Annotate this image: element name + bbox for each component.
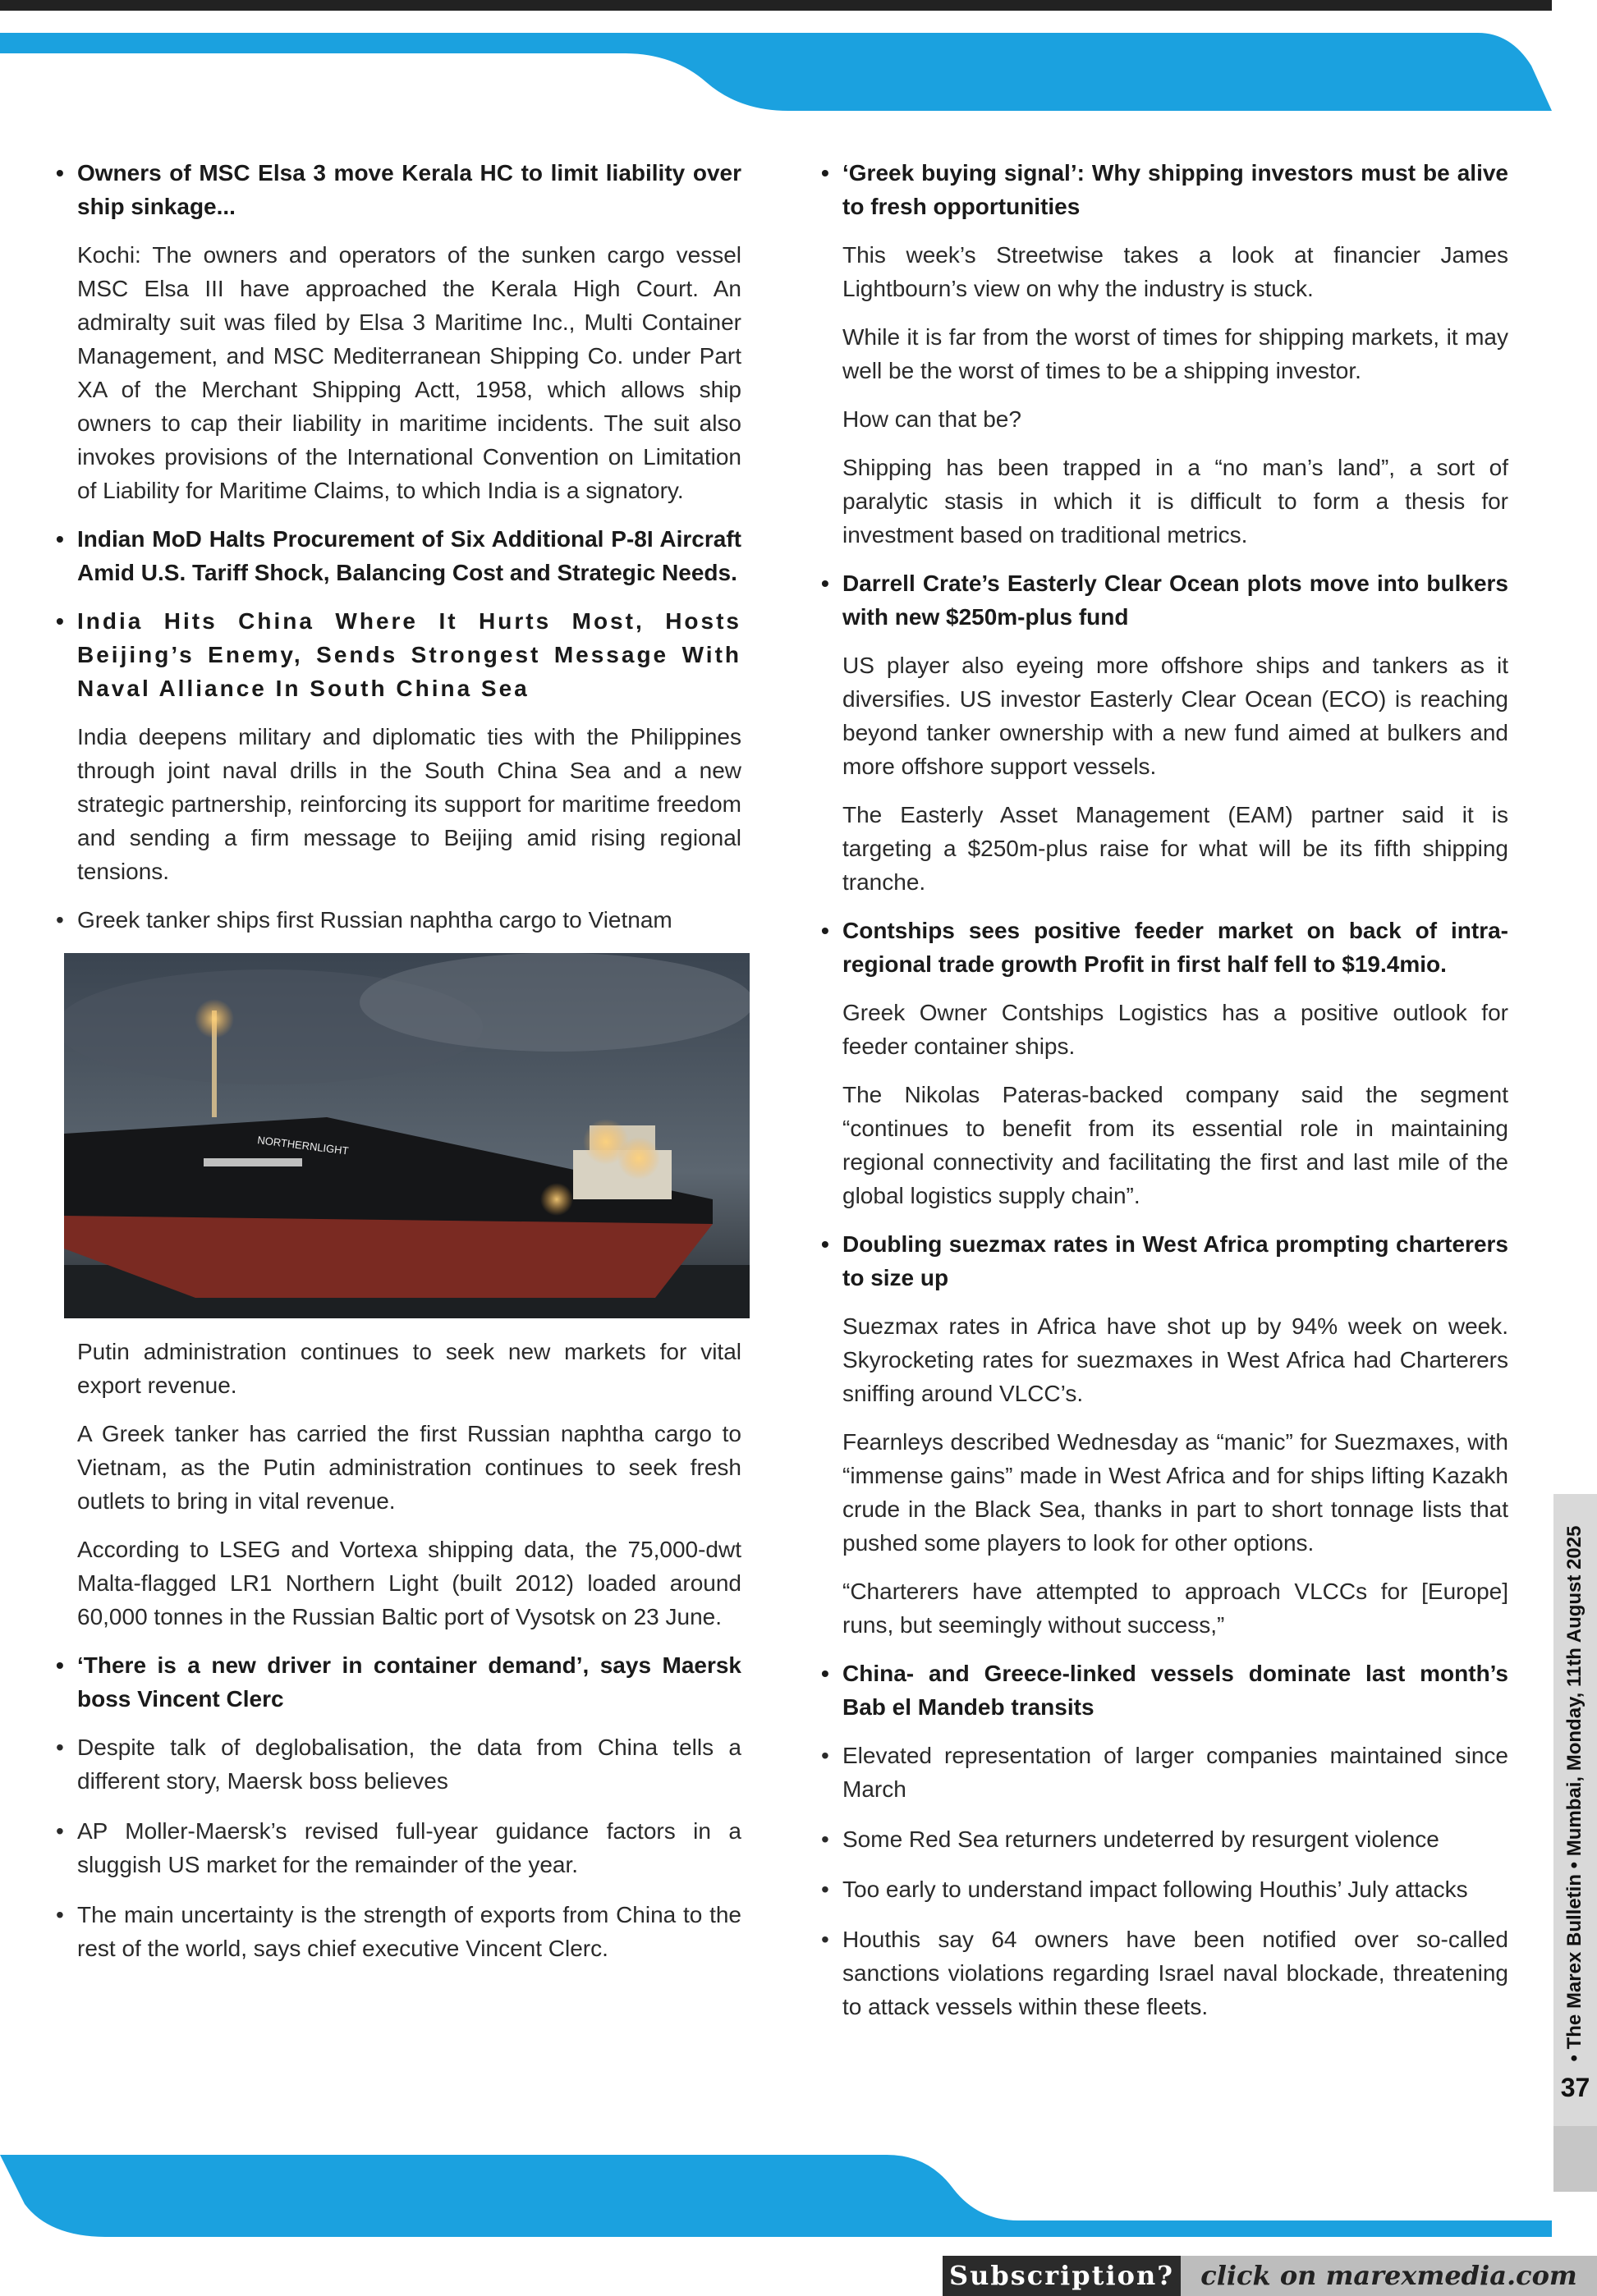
story-contships <box>821 914 1508 1212</box>
headline[interactable]: • India Hits China Where It Hurts Most, Hosts Beijing’s Enemy, Sends Strongest Message With Naval Alliance In South China Sea <box>56 608 741 701</box>
headline[interactable]: • Indian MoD Halts Procurement of Six Additional P-8I Aircraft Amid U.S. Tariff Shock, Balancing Cost and Strategic Needs. <box>56 526 741 585</box>
subscription-link[interactable]: click on marexmedia.com <box>1181 2256 1597 2296</box>
story-body: How can that be? <box>842 406 1021 432</box>
story-body: This week’s Streetwise takes a look at financier James Lightbourn’s view on why the industry is stuck. <box>842 242 1508 301</box>
ship-name-label: NORTHERNLIGHT <box>256 1134 350 1157</box>
story-body: Putin administration continues to seek new markets for vital export revenue. <box>77 1339 741 1398</box>
story-body: Suezmax rates in Africa have shot up by 94% week on week. Skyrocketing rates for suezmaxes in West Africa had Charterers sniffing around VLCC’s. <box>842 1313 1508 1406</box>
story-body: India deepens military and diplomatic ties with the Philippines through joint naval drills in the South China Sea and a new strategic partnership, reinforcing its support for maritime freedom and sending a firm message to Beijing amid rising regional tensions. <box>77 724 741 884</box>
bullet-item: • AP Moller-Maersk’s revised full-year guidance factors in a sluggish US market for the remainder of the year. <box>56 1818 741 1877</box>
bullet-item: • Houthis say 64 owners have been notified over so-called sanctions violations regarding Israel naval blockade, threatening to attack vessels within these fleets. <box>821 1927 1508 2019</box>
story-suezmax <box>821 1227 1508 1642</box>
headline[interactable]: • ‘There is a new driver in container demand’, says Maersk boss Vincent Clerc <box>56 1652 741 1712</box>
subscription-label[interactable]: Subscription? <box>943 2256 1181 2296</box>
story-body: Shipping has been trapped in a “no man’s land”, a sort of paralytic stasis in which it is difficult to form a thesis for investment based on traditional metrics. <box>842 455 1508 548</box>
bullet-item: • Elevated representation of larger companies maintained since March <box>821 1743 1508 1802</box>
headline[interactable]: • Greek tanker ships first Russian naphtha cargo to Vietnam <box>56 907 672 933</box>
story-msc-elsa <box>56 156 741 507</box>
story-body: Greek Owner Contships Logistics has a positive outlook for feeder container ships. <box>842 1000 1508 1059</box>
page-number-box <box>1553 2126 1597 2192</box>
headline[interactable]: • China- and Greece-linked vessels dominate last month’s Bab el Mandeb transits <box>821 1661 1508 1720</box>
issue-label: • The Marex Bulletin • Mumbai, Monday, 11th August 2025 <box>1563 1525 1586 2062</box>
story-south-china-sea <box>56 604 741 888</box>
top-bar <box>0 0 1552 11</box>
story-body: While it is far from the worst of times for shipping markets, it may well be the worst of times to be a shipping investor. <box>842 324 1508 383</box>
story-body: A Greek tanker has carried the first Russian naphtha cargo to Vietnam, as the Putin administration continues to seek fresh outlets to bring in vital revenue. <box>77 1421 741 1514</box>
story-body: The Nikolas Pateras-backed company said the segment “continues to benefit from its essential role in maintaining regional connectivity and facilitating the first and last mile of the global logistics supply chain”. <box>842 1082 1508 1208</box>
story-maersk <box>56 1648 741 1965</box>
headline[interactable]: • ‘Greek buying signal’: Why shipping investors must be alive to fresh opportunities <box>821 160 1508 219</box>
story-easterly <box>821 566 1508 899</box>
story-body: US player also eyeing more offshore ships and tankers as it diversifies. US investor Easterly Clear Ocean (ECO) is reaching beyond tanker ownership with a new fund aimed at bulkers and more offshore support vessels. <box>842 653 1508 779</box>
footer-wave <box>0 2155 1552 2237</box>
bullet-item: • Too early to understand impact following Houthis’ July attacks <box>821 1877 1468 1902</box>
headline[interactable]: • Doubling suezmax rates in West Africa prompting charterers to size up <box>821 1231 1508 1290</box>
tanker-illustration <box>64 953 750 1318</box>
story-body: “Charterers have attempted to approach VLCCs for [Europe] runs, but seemingly without success,” <box>842 1579 1508 1638</box>
page-number: 37 <box>1560 2073 1590 2102</box>
story-bab-el-mandeb <box>821 1657 1508 2023</box>
tanker-photo <box>64 953 750 1318</box>
story-p8i <box>56 522 741 589</box>
story-greek-buying <box>821 156 1508 552</box>
story-naphtha <box>56 903 741 1634</box>
story-body: Kochi: The owners and operators of the sunken cargo vessel MSC Elsa III have approached the Kerala High Court. An admiralty suit was filed by Elsa 3 Maritime Inc., Multi Container Management, and MSC Mediterranean Shipping Co. under Part XA of the Merchant Shipping Actt, 1958, which allows ship owners to cap their liability in maritime incidents. The suit also invokes provisions of the International Convention on Limitation of Liability for Maritime Claims, to which India is a signatory. <box>77 242 741 503</box>
right-column <box>821 156 1508 2040</box>
headline[interactable]: • Owners of MSC Elsa 3 move Kerala HC to limit liability over ship sinkage... <box>56 160 741 219</box>
bullet-item: • Despite talk of deglobalisation, the data from China tells a different story, Maersk boss believes <box>56 1735 741 1794</box>
story-body: According to LSEG and Vortexa shipping data, the 75,000-dwt Malta-flagged LR1 Northern Light (built 2012) loaded around 60,000 tonnes in the Russian Baltic port of Vysotsk on 23 June. <box>77 1537 741 1629</box>
story-body: The Easterly Asset Management (EAM) partner said it is targeting a $250m-plus raise for what will be its fifth shipping tranche. <box>842 802 1508 895</box>
bullet-item: • Some Red Sea returners undeterred by resurgent violence <box>821 1826 1439 1852</box>
headline[interactable]: • Contships sees positive feeder market on back of intra-regional trade growth Profit in first half fell to $19.4mio. <box>821 918 1508 977</box>
header-wave <box>0 33 1552 111</box>
story-body: Fearnleys described Wednesday as “manic” for Suezmaxes, with “immense gains” made in West Africa and for ships lifting Kazakh crude in the Black Sea, thanks in part to short tonnage lists that pushed some players to look for other options. <box>842 1429 1508 1556</box>
left-column <box>56 156 741 1982</box>
headline[interactable]: • Darrell Crate’s Easterly Clear Ocean plots move into bulkers with new $250m-plus fund <box>821 571 1508 630</box>
bullet-item: • The main uncertainty is the strength of exports from China to the rest of the world, says chief executive Vincent Clerc. <box>56 1902 741 1961</box>
